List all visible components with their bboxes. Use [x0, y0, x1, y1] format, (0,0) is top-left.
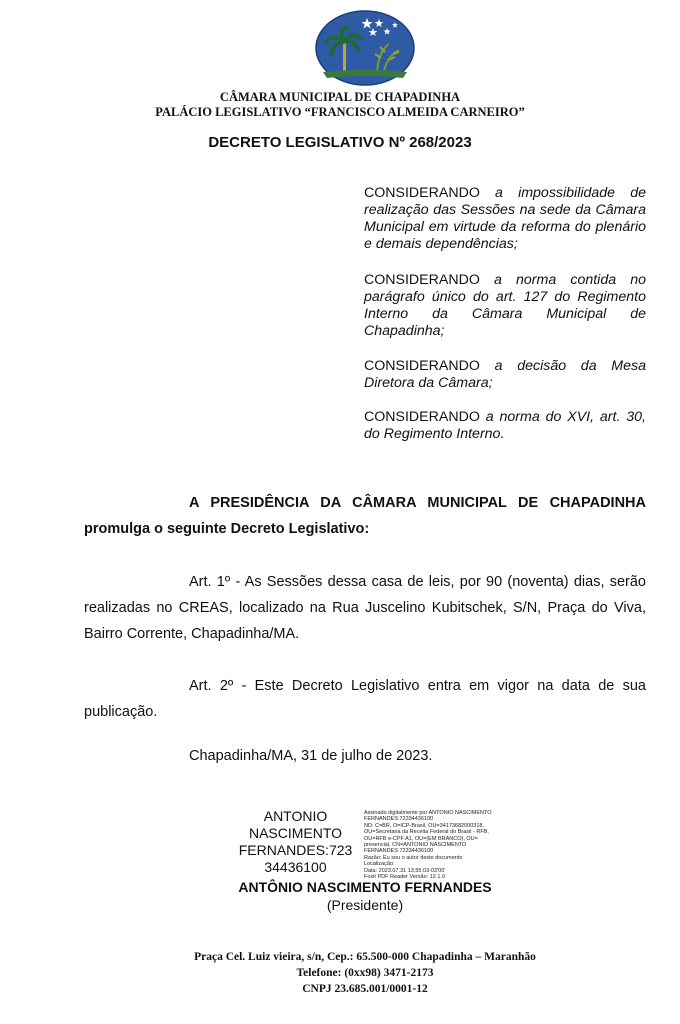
signature-name-line: FERNANDES:723: [238, 842, 353, 858]
signer-role: (Presidente): [326, 897, 404, 913]
consideration-1: [364, 185, 646, 253]
signature-detail-line: Razão: Eu sou o autor deste documento: [364, 854, 463, 861]
article-2-text: Art. 2º - Este Decreto Legislativo entra em vigor na data de sua publicação.: [84, 678, 646, 720]
footer-address: Praça Cel. Luiz vieira, s/n, Cep.: 65.500-000 Chapadinha – Maranhão: [194, 951, 536, 963]
presidency-text: A PRESIDÊNCIA DA CÂMARA MUNICIPAL DE CHAPADINHA promulga o seguinte Decreto Legislativo:: [84, 495, 646, 537]
palace-name: PALÁCIO LEGISLATIVO “FRANCISCO ALMEIDA CARNEIRO”: [155, 105, 525, 119]
article-2: [84, 673, 646, 725]
signature-detail-line: FERNANDES:72334436100: [364, 848, 434, 855]
signature-name-line: 34436100: [264, 859, 327, 875]
municipal-seal-icon: [315, 10, 415, 86]
decree-date: Chapadinha/MA, 31 de julho de 2023.: [189, 748, 433, 764]
consideration-lead: CONSIDERANDO: [364, 358, 480, 374]
footer-phone: Telefone: (0xx98) 3471-2173: [296, 967, 434, 979]
presidency-statement: [84, 490, 646, 542]
consideration-text: a norma do XVI, art. 30, do Regimento Interno.: [364, 409, 646, 442]
footer-cnpj: CNPJ 23.685.001/0001-12: [302, 983, 428, 995]
consideration-lead: CONSIDERANDO: [364, 185, 480, 201]
consideration-text: a impossibilidade de realização das Sessões na sede da Câmara Municipal em virtude da reforma do plenário e demais dependências;: [364, 185, 646, 252]
consideration-3: [364, 358, 646, 392]
signature-detail-line: presencial, CN=ANTONIO NASCIMENTO: [364, 842, 467, 849]
article-1: [84, 569, 646, 647]
signature-name-line: ANTONIO: [263, 808, 328, 824]
institution-name: CÂMARA MUNICIPAL DE CHAPADINHA: [219, 90, 461, 104]
consideration-text: a norma contida no parágrafo único do art. 127 do Regimento Interno da Câmara Municipal de Chapadinha;: [364, 272, 646, 339]
signer-name: ANTÔNIO NASCIMENTO FERNANDES: [238, 879, 492, 895]
signature-detail-line: Foxit PDF Reader Versão: 12.1.0: [364, 874, 446, 881]
consideration-2: [364, 272, 646, 340]
digital-signature-details: [364, 810, 514, 880]
signature-detail-line: Assinado digitalmente por ANTONIO NASCIMENTO: [364, 810, 492, 816]
consideration-4: [364, 409, 646, 443]
signature-detail-line: OU=RFB e-CPF A1, OU=(EM BRANCO), OU=: [364, 835, 478, 842]
signature-detail-line: ND: C=BR, O=ICP-Brasil, OU=34173682000318,: [364, 822, 484, 829]
signature-detail-line: Data: 2023.07.31 13:55:03-03'00': [364, 867, 446, 874]
signature-detail-line: FERNANDES:72334436100: [364, 816, 434, 823]
signature-name-line: NASCIMENTO: [248, 825, 343, 841]
consideration-lead: CONSIDERANDO: [364, 409, 480, 425]
article-1-text: Art. 1º - As Sessões dessa casa de leis, por 90 (noventa) dias, serão realizadas no CREAS, localizado na Rua Juscelino Kubitschek, S/N, Praça do Viva, Bairro Corrente, Chapadinha/MA.: [84, 574, 646, 642]
signature-detail-line: OU=Secretaria da Receita Federal do Brasil - RFB,: [364, 829, 489, 836]
digital-signature-name: [228, 808, 363, 876]
decree-title: DECRETO LEGISLATIVO Nº 268/2023: [208, 134, 472, 151]
consideration-lead: CONSIDERANDO: [364, 272, 480, 288]
signature-detail-line: Localização:: [364, 861, 395, 868]
consideration-text: a decisão da Mesa Diretora da Câmara;: [364, 358, 646, 391]
